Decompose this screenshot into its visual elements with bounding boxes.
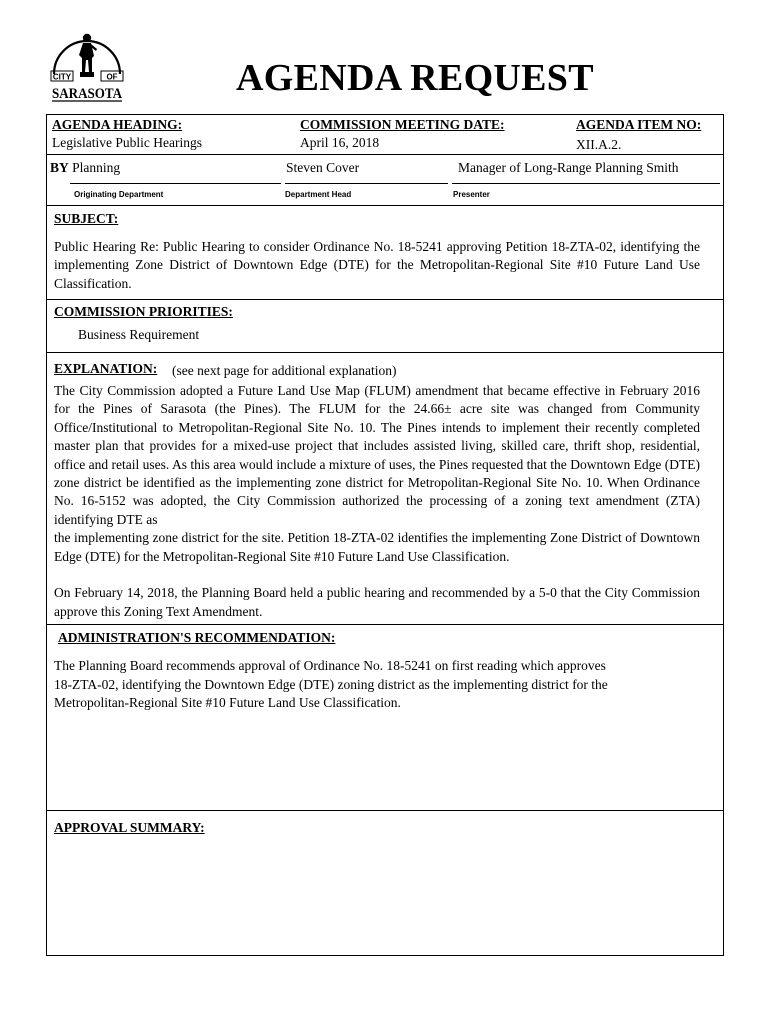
city-of-sarasota-logo: [48, 22, 126, 106]
recommendation-line: Metropolitan-Regional Site #10 Future Land Use Classification.: [54, 695, 401, 711]
divider: [46, 352, 724, 353]
explanation-note: (see next page for additional explanation): [172, 363, 397, 378]
svg-text:SARASOTA: SARASOTA: [52, 86, 123, 102]
explanation-paragraph-2: On February 14, 2018, the Planning Board held a public hearing and recommended by a 5-0 that the City Commission approve this Zoning Text Amendment.: [54, 585, 700, 619]
svg-text:CITY: CITY: [52, 72, 72, 82]
page-title: AGENDA REQUEST: [236, 57, 594, 99]
caption-presenter: Presenter: [453, 190, 490, 199]
approval-summary-label: APPROVAL SUMMARY:: [54, 820, 205, 835]
item-no-label: AGENDA ITEM NO:: [576, 117, 702, 132]
recommendation-line: 18-ZTA-02, identifying the Downtown Edge (DTE) zoning district as the implementing district for the: [54, 676, 608, 692]
recommendation-line: The Planning Board recommends approval of Ordinance No. 18-5241 on first reading which approves: [54, 658, 606, 673]
commission-priorities-value: Business Requirement: [78, 327, 200, 342]
agenda-heading-label: AGENDA HEADING:: [52, 117, 183, 132]
divider: [46, 299, 724, 300]
explanation-body: [54, 382, 700, 621]
divider: [46, 810, 724, 811]
originating-department-value: Planning: [72, 160, 121, 175]
meeting-date-value: April 16, 2018: [300, 135, 380, 150]
by-row: [50, 160, 120, 176]
commission-priorities-label: COMMISSION PRIORITIES:: [54, 304, 233, 319]
meeting-date-label: COMMISSION MEETING DATE:: [300, 117, 505, 132]
subject-label: SUBJECT:: [54, 211, 119, 226]
explanation-label: EXPLANATION:: [54, 361, 158, 376]
recommendation-body: [54, 657, 608, 713]
divider: [46, 624, 724, 625]
svg-text:OF: OF: [106, 72, 118, 82]
subject-text: Public Hearing Re: Public Hearing to consider Ordinance No. 18-5241 approving Petition 18-ZTA-02, identifying the implementing Zone District of Downtown Edge (DTE) for the Metropolitan-Regional Site #10 Future Land Use Classification.: [54, 239, 700, 291]
divider: [46, 154, 724, 155]
item-no-value: XII.A.2.: [576, 137, 622, 152]
caption-department-head: Department Head: [285, 190, 352, 199]
department-head-value: Steven Cover: [286, 160, 360, 175]
explanation-paragraph: The City Commission adopted a Future Land Use Map (FLUM) amendment that became effective in February 2016 for the Pines of Sarasota (the Pines). The FLUM for the 24.66± acre site was changed from Community Office/Institutional to Metropolitan-Regional Site No. 10. The Pines intends to implement their recently completed master plan that provides for a mixed-use project that includes assisted living, skilled care, thrift shop, residential, office and retail uses. As this area would include a mixture of uses, the Pines requested that the Downtown Edge (DTE) zone district be identified as the implementing zone district for Metropolitan-Regional Site No. 10. When Ordinance No. 16-5152 was adopted, the City Commission authorized the processing of a zoning text amendment (ZTA) identifying DTE as: [54, 383, 700, 527]
agenda-heading-value: Legislative Public Hearings: [52, 135, 202, 150]
divider: [46, 205, 724, 206]
explanation-paragraph: the implementing zone district for the site. Petition 18-ZTA-02 identifies the implementing Zone District of Downtown Edge (DTE) for the Metropolitan-Regional Site #10 Future Land Use Classification.: [54, 530, 700, 564]
by-label: BY: [50, 160, 69, 175]
signature-line-head: [285, 183, 448, 184]
presenter-value: Manager of Long-Range Planning Smith: [458, 160, 679, 175]
signature-line-department: [70, 183, 281, 184]
administration-recommendation-label: ADMINISTRATION'S RECOMMENDATION:: [58, 630, 336, 645]
signature-line-presenter: [452, 183, 720, 184]
caption-originating-department: Originating Department: [74, 190, 164, 199]
